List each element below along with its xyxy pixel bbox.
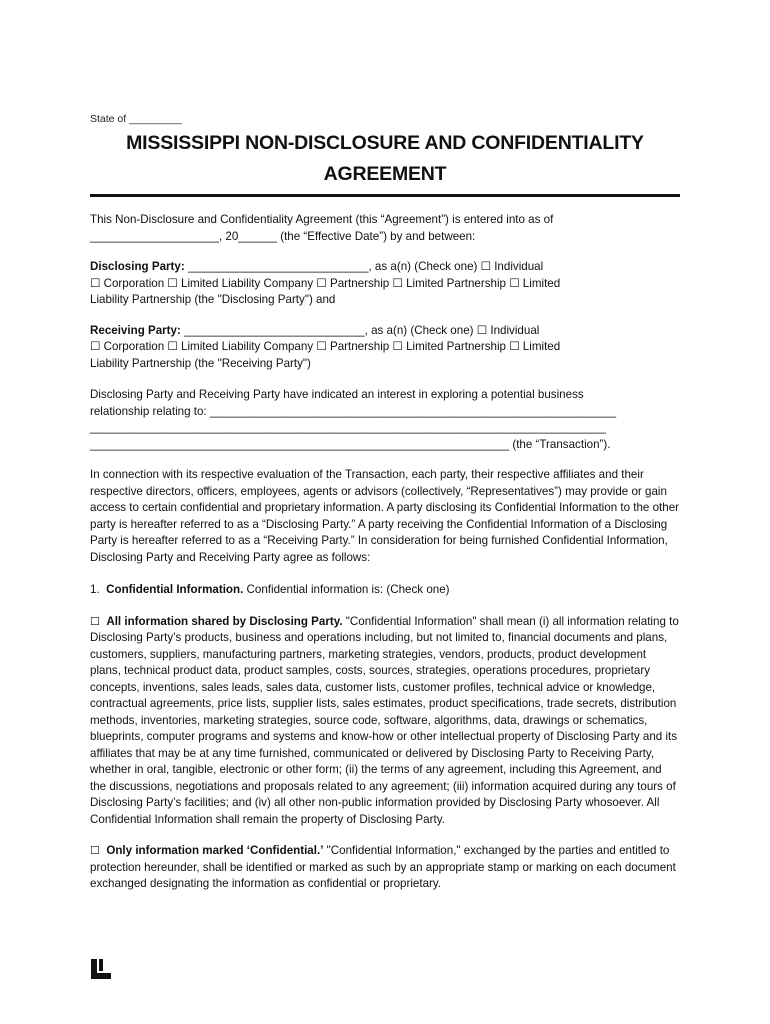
relationship-line-1: Disclosing Party and Receiving Party have indicated an interest in exploring a potential business xyxy=(90,388,584,401)
receiving-party-block xyxy=(90,323,680,373)
option-marked-confidential xyxy=(90,843,680,893)
disclosing-line-3: Liability Partnership (the "Disclosing Party") and xyxy=(90,293,336,306)
option-2-checkbox[interactable]: ☐ xyxy=(90,844,100,857)
intro-paragraph xyxy=(90,212,680,245)
option-1-heading: All information shared by Disclosing Party. xyxy=(106,614,343,628)
section-1-number: 1. xyxy=(90,583,100,596)
state-line: State of _________ xyxy=(90,113,182,125)
connection-paragraph xyxy=(90,467,680,566)
option-2-body: "Confidential Information," exchanged by the parties and entitled to protection hereunder, shall be identified or marked as such by an appropriate stamp or marking on each document exchanged designating the information as confidential or proprietary. xyxy=(90,844,676,890)
disclosing-party-block xyxy=(90,259,680,309)
option-all-information xyxy=(90,614,680,829)
intro-line-2: ____________________, 20______ (the “Effective Date”) by and between: xyxy=(90,229,476,243)
option-2-text xyxy=(90,843,680,893)
intro-line-1: This Non-Disclosure and Confidentiality Agreement (this “Agreement”) is entered into as of xyxy=(90,213,554,226)
section-1-line xyxy=(90,582,680,599)
document-page xyxy=(90,113,680,893)
receiving-line-1-rest: ____________________________, as a(n) (Check one) ☐ Individual xyxy=(180,323,540,337)
disclosing-line-1-rest: ____________________________, as a(n) (Check one) ☐ Individual xyxy=(184,260,544,273)
receiving-line-1 xyxy=(90,323,680,340)
disclosing-party-label: Disclosing Party: xyxy=(90,260,185,273)
receiving-entity-options[interactable]: ☐ Corporation ☐ Limited Liability Company ☐ Partnership ☐ Limited Partnership ☐ Limited xyxy=(90,340,561,353)
lawdistrict-logo-icon xyxy=(91,959,111,979)
disclosing-entity-options[interactable]: ☐ Corporation ☐ Limited Liability Company ☐ Partnership ☐ Limited Partnership ☐ Limited xyxy=(90,276,561,290)
document-title xyxy=(90,128,680,190)
connection-text: In connection with its respective evaluation of the Transaction, each party, their respective affiliates and their respective directors, officers, employees, agents or advisors (collectively, “Representatives”) may provide or gain access to certain confidential and proprietary information. A party disclosing its Confidential Information to the other party is hereafter referred to as a “Disclosing Party.” A party receiving the Confidential Information of a Disclosing Party is hereafter referred to as a “Receiving Party.” In consideration for being furnished Confidential Information, Disclosing Party and Receiving Party agree as follows: xyxy=(90,468,680,564)
disclosing-line-1 xyxy=(90,259,680,276)
title-line-2: AGREEMENT xyxy=(323,163,447,185)
relationship-line-3: ________________________________________________________________________________ xyxy=(90,421,606,434)
title-line-1: MISSISSIPPI NON-DISCLOSURE AND CONFIDENTIALITY xyxy=(126,132,644,154)
section-1 xyxy=(90,582,680,599)
section-1-rest: Confidential information is: (Check one) xyxy=(243,583,450,596)
receiving-party-label: Receiving Party: xyxy=(90,323,181,337)
option-1-body: "Confidential Information" shall mean (i) all information relating to Disclosing Party’s products, business and operations including, but not limited to, financial documents and plans, customers, suppliers, manufacturing partners, marketing strategies, vendors, products, product development plans, technical product data, product samples, costs, sources, strategies, operations procedures, proprietary concepts, inventions, sales leads, sales data, customer lists, customer profiles, technical advice or knowledge, contractual agreements, price lists, supplier lists, sales estimates, product specifications, trade secrets, distribution methods, inventories, marketing strategies, source code, software, algorithms, data, drawings or schematics, blueprints, computer programs and systems and know-how or other intellectual property of Disclosing Party and its affiliates that may be at any time furnished, communicated or delivered by Disclosing Party to Receiving Party, whether in oral, tangible, electronic or other form; (ii) the terms of any agreement, including this Agreement, and the discussions, negotiations and proposals related to any agreement; (iii) information acquired during any tours of Disclosing Party’s facilities; and (iv) all other non-public information provided by Disclosing Party whosoever. All Confidential Information shall remain the property of Disclosing Party. xyxy=(90,614,679,826)
relationship-line-2: relationship relating to: _______________________________________________________________ xyxy=(90,404,617,418)
title-divider xyxy=(90,194,680,197)
option-2-heading: Only information marked ‘Confidential.’ xyxy=(106,844,324,857)
relationship-paragraph xyxy=(90,387,680,453)
option-1-text xyxy=(90,614,680,829)
receiving-line-3: Liability Partnership (the "Receiving Party") xyxy=(90,356,311,370)
section-1-heading: Confidential Information. xyxy=(106,583,244,596)
option-1-checkbox[interactable]: ☐ xyxy=(90,614,100,628)
relationship-line-4: _________________________________________________________________ (the “Transaction”). xyxy=(90,437,611,451)
